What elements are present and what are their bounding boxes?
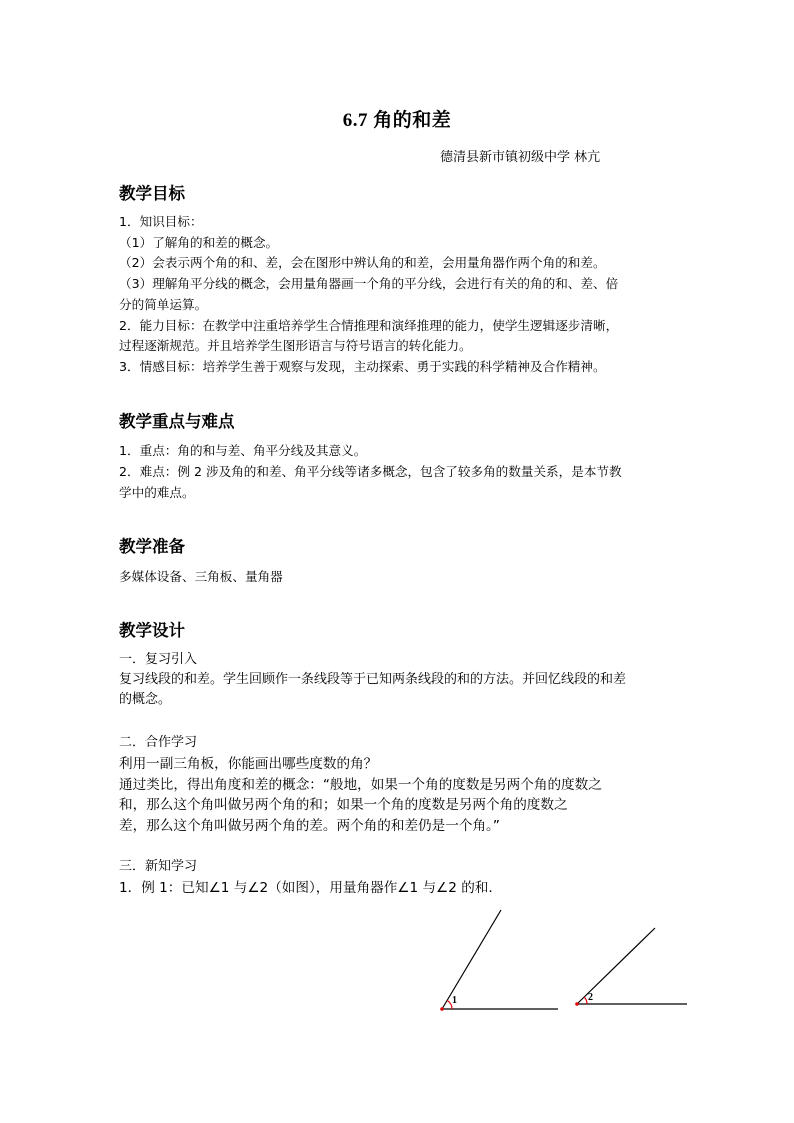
angle-1-label: 1 <box>452 995 457 1006</box>
part1-line: 的概念。 <box>119 692 172 707</box>
heading-design: 教学设计 <box>119 621 185 640</box>
part3-line: 1．例 1：已知∠1 与∠2（如图），用量角器作∠1 与∠2 的和. <box>119 879 493 896</box>
part2-line: 利用一副三角板，你能画出哪些度数的角？ <box>119 755 378 772</box>
heading-key-points: 教学重点与难点 <box>119 412 235 431</box>
objectives-line: （2）会表示两个角的和、差，会在图形中辨认角的和差，会用量角器作两个角的和差。 <box>119 255 606 271</box>
part2-line: 差，那么这个角叫做另两个角的差。两个角的和差仍是一个角。” <box>119 818 500 835</box>
angle-2 <box>575 928 687 1006</box>
part2-label: 二．合作学习 <box>119 735 198 750</box>
part1-label: 一．复习引入 <box>119 652 198 667</box>
key-points-line: 学中的难点。 <box>119 485 195 500</box>
part1-line: 复习线段的和差。学生回顾作一条线段等于已知两条线段的和的方法。并回忆线段的和差 <box>119 672 627 687</box>
objectives-line: （3）理解角平分线的概念，会用量角器画一个角的平分线，会进行有关的角的和、差、倍 <box>119 276 619 292</box>
angle-2-arc-mark <box>584 997 587 1004</box>
part3-label: 三．新知学习 <box>119 859 198 874</box>
heading-preparation: 教学准备 <box>119 537 185 556</box>
angle-1 <box>440 910 558 1011</box>
page-title: 6.7 角的和差 <box>342 110 452 131</box>
author-line: 德清县新市镇初级中学 林亢 <box>440 150 601 165</box>
objectives-line: 3．情感目标：培养学生善于观察与发现，主动探索、勇于实践的科学精神及合作精神。 <box>119 358 606 374</box>
key-points-line: 1．重点：角的和与差、角平分线及其意义。 <box>119 443 367 458</box>
angle-1-vertex <box>440 1007 444 1011</box>
heading-objectives: 教学目标 <box>119 184 185 203</box>
objectives-line: 过程逐渐规范。并且培养学生图形语言与符号语言的转化能力。 <box>119 338 472 354</box>
preparation-line: 多媒体设备、三角板、量角器 <box>119 569 283 584</box>
objectives-line: 1．知识目标： <box>119 214 203 229</box>
part2-line: 通过类比，得出角度和差的概念：“般地，如果一个角的度数是另两个角的度数之 <box>119 776 602 793</box>
objectives-line: 分的简单运算。 <box>119 296 208 312</box>
key-points-line: 2．难点：例 2 涉及角的和差、角平分线等诸多概念，包含了较多角的数量关系，是本节教 <box>119 464 622 479</box>
angle-2-label: 2 <box>588 992 593 1003</box>
angle-2-vertex <box>575 1002 579 1006</box>
part2-line: 和，那么这个角叫做另两个角的和；如果一个角的度数是另两个角的度数之 <box>119 797 568 814</box>
objectives-line: 2．能力目标：在教学中注重培养学生合情推理和演绎推理的能力，使学生逻辑逐步清晰， <box>119 317 619 333</box>
angle-1-side-ray <box>442 910 501 1009</box>
objectives-line: （1）了解角的和差的概念。 <box>119 234 279 250</box>
